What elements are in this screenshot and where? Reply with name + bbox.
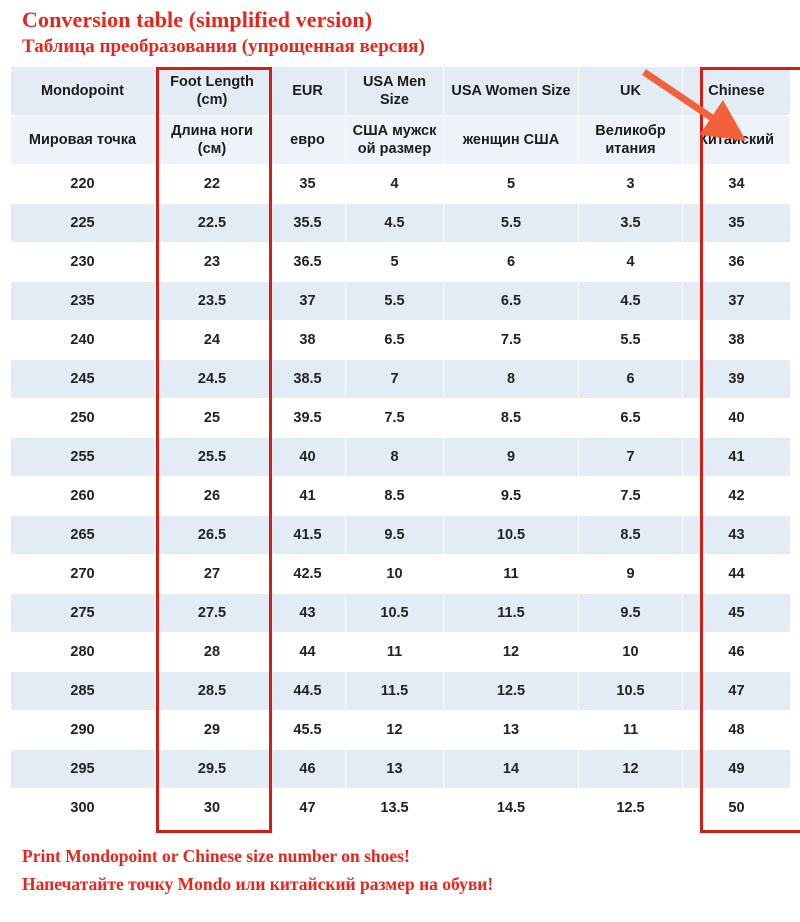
- table-row: [11, 633, 791, 672]
- table-row: [11, 360, 791, 399]
- column-header-usa-women: USA Women Size: [444, 67, 579, 116]
- cell-chinese: 48: [683, 711, 791, 750]
- cell-uk: 11: [579, 711, 683, 750]
- pointer-arrow-icon: [638, 68, 748, 142]
- cell-eur: 41: [270, 477, 346, 516]
- cell-foot-length: 28.5: [155, 672, 270, 711]
- cell-usa-women: 12: [444, 633, 579, 672]
- cell-usa-men: 4.5: [346, 204, 444, 243]
- cell-uk: 9: [579, 555, 683, 594]
- cell-eur: 41.5: [270, 516, 346, 555]
- cell-usa-men: 5: [346, 243, 444, 282]
- cell-foot-length: 27: [155, 555, 270, 594]
- cell-uk: 3.5: [579, 204, 683, 243]
- cell-usa-women: 13: [444, 711, 579, 750]
- table-row: [11, 516, 791, 555]
- cell-chinese: 46: [683, 633, 791, 672]
- cell-eur: 47: [270, 789, 346, 828]
- cell-foot-length: 26.5: [155, 516, 270, 555]
- footer-note-ru: Напечатайте точку Mondo или китайский размер на обуви!: [22, 874, 494, 894]
- table-row: [11, 750, 791, 789]
- cell-usa-women: 11: [444, 555, 579, 594]
- table-row: [11, 438, 791, 477]
- cell-uk: 10: [579, 633, 683, 672]
- cell-usa-women: 8: [444, 360, 579, 399]
- cell-uk: 12.5: [579, 789, 683, 828]
- cell-foot-length: 23: [155, 243, 270, 282]
- cell-uk: 6.5: [579, 399, 683, 438]
- cell-eur: 38.5: [270, 360, 346, 399]
- table-row: [11, 282, 791, 321]
- column-header-uk: UK: [579, 67, 683, 116]
- cell-foot-length: 29.5: [155, 750, 270, 789]
- cell-usa-women: 14.5: [444, 789, 579, 828]
- column-header-ru-chinese: Китайский: [683, 116, 791, 165]
- cell-mondopoint: 265: [11, 516, 155, 555]
- footer-block: [0, 828, 800, 898]
- cell-mondopoint: 255: [11, 438, 155, 477]
- table-row: [11, 165, 791, 204]
- table-row: [11, 477, 791, 516]
- table-row: [11, 321, 791, 360]
- cell-usa-women: 5: [444, 165, 579, 204]
- column-header-usa-men: USA Men Size: [346, 67, 444, 116]
- cell-foot-length: 27.5: [155, 594, 270, 633]
- cell-uk: 6: [579, 360, 683, 399]
- cell-chinese: 45: [683, 594, 791, 633]
- table-row: [11, 555, 791, 594]
- table-row: [11, 594, 791, 633]
- cell-usa-men: 11: [346, 633, 444, 672]
- table-row: [11, 204, 791, 243]
- page-subtitle: Таблица преобразования (упрощенная версия): [22, 36, 425, 57]
- table-row: [11, 672, 791, 711]
- table-body: [11, 165, 791, 828]
- column-header-ru-uk: Великобр итания: [579, 116, 683, 165]
- cell-eur: 40: [270, 438, 346, 477]
- table-row: [11, 711, 791, 750]
- cell-usa-women: 10.5: [444, 516, 579, 555]
- cell-mondopoint: 220: [11, 165, 155, 204]
- cell-foot-length: 29: [155, 711, 270, 750]
- cell-usa-men: 8: [346, 438, 444, 477]
- cell-chinese: 42: [683, 477, 791, 516]
- cell-uk: 7.5: [579, 477, 683, 516]
- conversion-table: [10, 66, 791, 828]
- cell-mondopoint: 300: [11, 789, 155, 828]
- cell-eur: 39.5: [270, 399, 346, 438]
- cell-usa-men: 13: [346, 750, 444, 789]
- cell-mondopoint: 225: [11, 204, 155, 243]
- cell-foot-length: 26: [155, 477, 270, 516]
- cell-usa-women: 7.5: [444, 321, 579, 360]
- column-header-ru-mondopoint: Мировая точка: [11, 116, 155, 165]
- cell-uk: 4.5: [579, 282, 683, 321]
- cell-chinese: 40: [683, 399, 791, 438]
- cell-chinese: 47: [683, 672, 791, 711]
- cell-chinese: 37: [683, 282, 791, 321]
- cell-chinese: 35: [683, 204, 791, 243]
- column-header-mondopoint: Mondopoint: [11, 67, 155, 116]
- cell-uk: 10.5: [579, 672, 683, 711]
- table-row: [11, 399, 791, 438]
- cell-uk: 3: [579, 165, 683, 204]
- cell-usa-men: 6.5: [346, 321, 444, 360]
- column-header-ru-eur: евро: [270, 116, 346, 165]
- cell-usa-women: 5.5: [444, 204, 579, 243]
- table-wrap: [10, 66, 790, 828]
- cell-mondopoint: 295: [11, 750, 155, 789]
- cell-chinese: 49: [683, 750, 791, 789]
- cell-chinese: 50: [683, 789, 791, 828]
- column-header-ru-usa-women: женщин США: [444, 116, 579, 165]
- cell-usa-men: 8.5: [346, 477, 444, 516]
- column-header-ru-usa-men: США мужск ой размер: [346, 116, 444, 165]
- cell-usa-men: 9.5: [346, 516, 444, 555]
- cell-usa-men: 10: [346, 555, 444, 594]
- column-header-chinese: Chinese: [683, 67, 791, 116]
- cell-usa-men: 13.5: [346, 789, 444, 828]
- cell-usa-women: 6.5: [444, 282, 579, 321]
- footer-note-en: Print Mondopoint or Chinese size number on shoes!: [22, 846, 410, 866]
- cell-mondopoint: 290: [11, 711, 155, 750]
- cell-eur: 43: [270, 594, 346, 633]
- cell-chinese: 43: [683, 516, 791, 555]
- cell-eur: 36.5: [270, 243, 346, 282]
- cell-usa-men: 10.5: [346, 594, 444, 633]
- cell-mondopoint: 280: [11, 633, 155, 672]
- cell-usa-men: 4: [346, 165, 444, 204]
- cell-usa-men: 12: [346, 711, 444, 750]
- cell-mondopoint: 285: [11, 672, 155, 711]
- cell-usa-women: 6: [444, 243, 579, 282]
- cell-uk: 12: [579, 750, 683, 789]
- cell-usa-women: 14: [444, 750, 579, 789]
- cell-foot-length: 23.5: [155, 282, 270, 321]
- cell-chinese: 34: [683, 165, 791, 204]
- cell-mondopoint: 235: [11, 282, 155, 321]
- cell-mondopoint: 260: [11, 477, 155, 516]
- cell-eur: 38: [270, 321, 346, 360]
- cell-uk: 8.5: [579, 516, 683, 555]
- cell-usa-men: 7: [346, 360, 444, 399]
- cell-usa-women: 12.5: [444, 672, 579, 711]
- table-row: [11, 243, 791, 282]
- table-row: [11, 789, 791, 828]
- cell-usa-women: 9.5: [444, 477, 579, 516]
- cell-chinese: 36: [683, 243, 791, 282]
- cell-usa-women: 9: [444, 438, 579, 477]
- cell-mondopoint: 240: [11, 321, 155, 360]
- cell-mondopoint: 270: [11, 555, 155, 594]
- cell-usa-men: 11.5: [346, 672, 444, 711]
- cell-mondopoint: 275: [11, 594, 155, 633]
- cell-uk: 9.5: [579, 594, 683, 633]
- cell-foot-length: 25: [155, 399, 270, 438]
- cell-eur: 44.5: [270, 672, 346, 711]
- cell-foot-length: 22.5: [155, 204, 270, 243]
- cell-foot-length: 24: [155, 321, 270, 360]
- cell-foot-length: 30: [155, 789, 270, 828]
- cell-chinese: 38: [683, 321, 791, 360]
- cell-eur: 35: [270, 165, 346, 204]
- cell-mondopoint: 250: [11, 399, 155, 438]
- cell-mondopoint: 230: [11, 243, 155, 282]
- cell-eur: 35.5: [270, 204, 346, 243]
- cell-usa-men: 5.5: [346, 282, 444, 321]
- title-block: [0, 0, 800, 60]
- cell-chinese: 44: [683, 555, 791, 594]
- cell-eur: 42.5: [270, 555, 346, 594]
- cell-foot-length: 22: [155, 165, 270, 204]
- cell-foot-length: 24.5: [155, 360, 270, 399]
- cell-chinese: 39: [683, 360, 791, 399]
- cell-uk: 5.5: [579, 321, 683, 360]
- cell-chinese: 41: [683, 438, 791, 477]
- cell-usa-women: 11.5: [444, 594, 579, 633]
- cell-eur: 46: [270, 750, 346, 789]
- cell-uk: 7: [579, 438, 683, 477]
- cell-foot-length: 25.5: [155, 438, 270, 477]
- cell-mondopoint: 245: [11, 360, 155, 399]
- cell-usa-men: 7.5: [346, 399, 444, 438]
- cell-uk: 4: [579, 243, 683, 282]
- cell-eur: 37: [270, 282, 346, 321]
- cell-foot-length: 28: [155, 633, 270, 672]
- cell-eur: 45.5: [270, 711, 346, 750]
- column-header-foot-length: Foot Length (cm): [155, 67, 270, 116]
- column-header-ru-foot-length: Длина ноги (см): [155, 116, 270, 165]
- page-title: Conversion table (simplified version): [22, 7, 373, 32]
- column-header-eur: EUR: [270, 67, 346, 116]
- cell-usa-women: 8.5: [444, 399, 579, 438]
- cell-eur: 44: [270, 633, 346, 672]
